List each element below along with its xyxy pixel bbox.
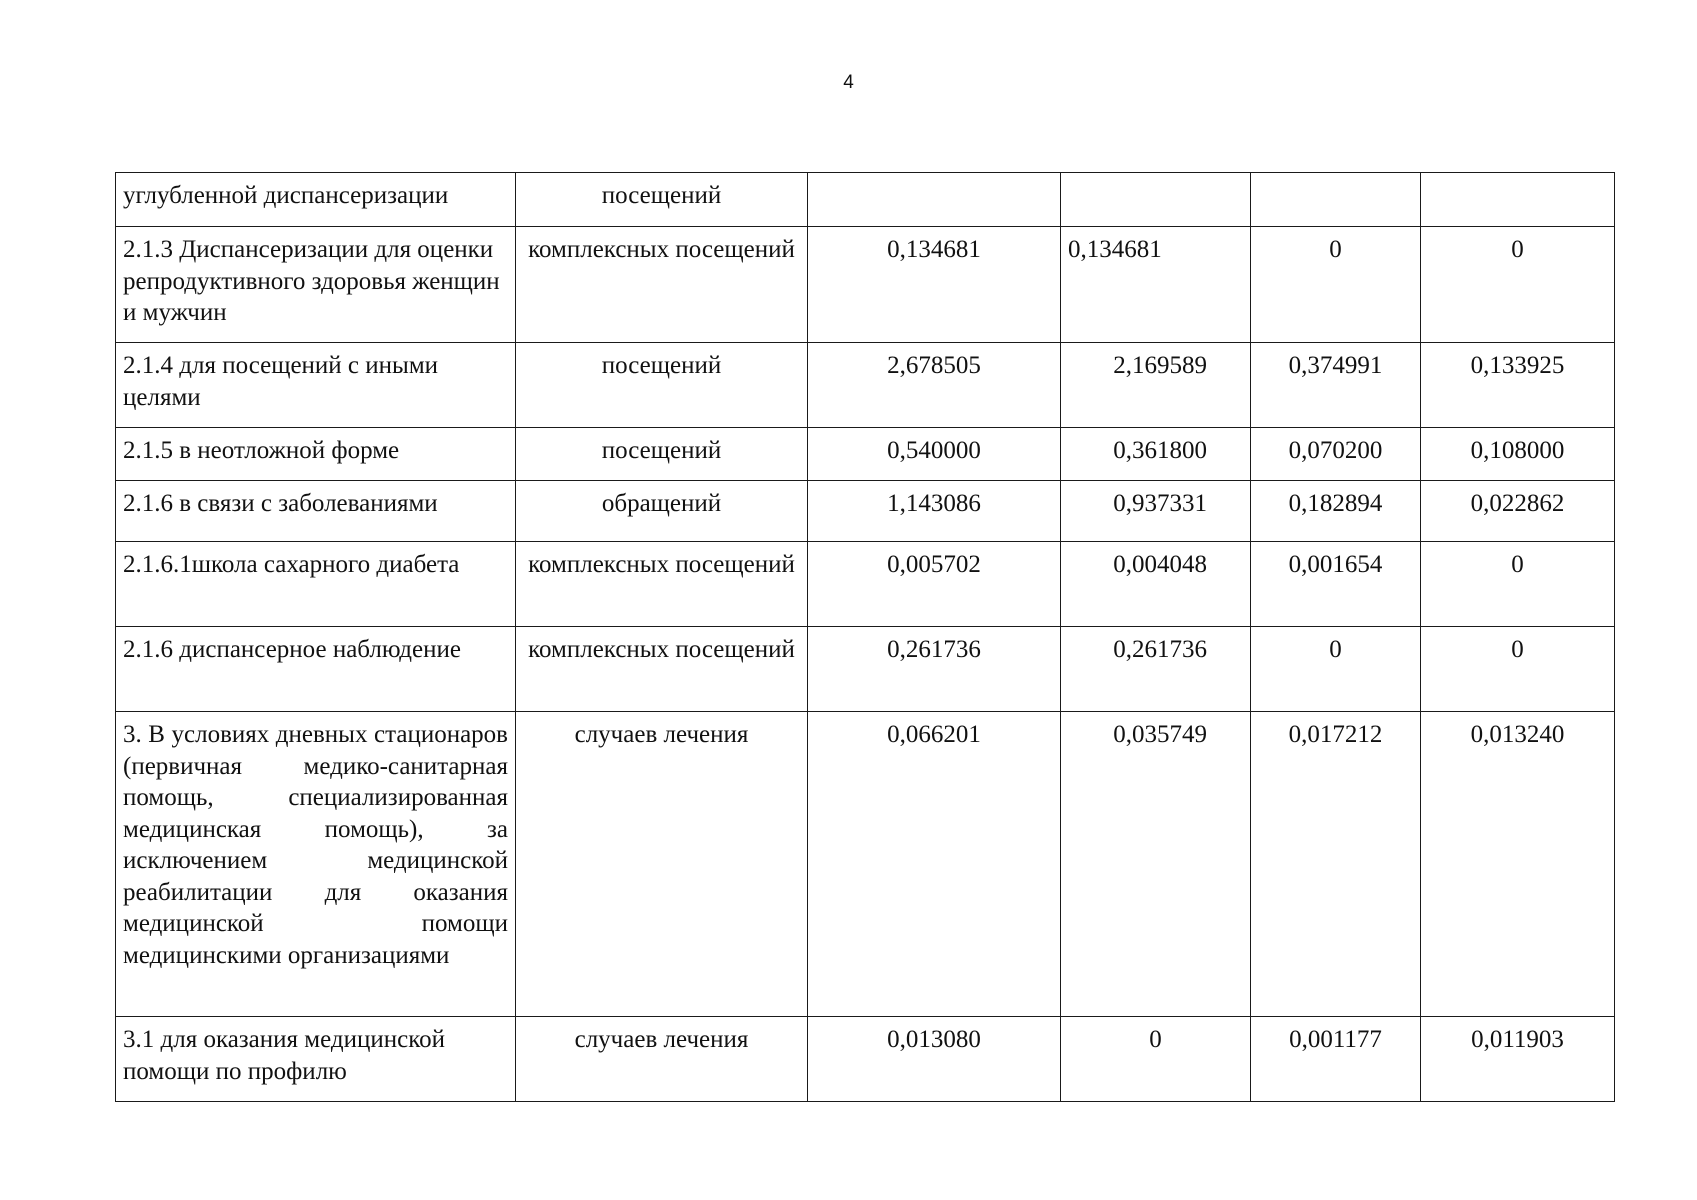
row-name: 2.1.5 в неотложной форме <box>116 428 516 481</box>
row-value-4: 0 <box>1421 627 1615 712</box>
table-row <box>116 627 1615 712</box>
table-row <box>116 1017 1615 1102</box>
row-value-3: 0,017212 <box>1251 712 1421 1017</box>
row-value-2 <box>1061 173 1251 227</box>
row-value-2: 0,937331 <box>1061 481 1251 542</box>
row-name: 2.1.3 Диспансеризации для оценки репродуктивного здоровья женщин и мужчин <box>116 227 516 343</box>
norms-table <box>115 172 1615 1102</box>
row-value-1: 0,066201 <box>808 712 1061 1017</box>
row-value-4: 0,022862 <box>1421 481 1615 542</box>
row-value-3: 0 <box>1251 227 1421 343</box>
row-name: 2.1.4 для посещений с иными целями <box>116 343 516 428</box>
row-name: 3. В условиях дневных стационаров (первичная медико-санитарная помощь, специализированная медицинская помощь), за исключением медицинской реабилитации для оказания медицинской помощи медицинскими организациями <box>116 712 516 1017</box>
row-unit: посещений <box>516 428 808 481</box>
table-row <box>116 712 1615 1017</box>
row-unit: посещений <box>516 173 808 227</box>
table-row <box>116 343 1615 428</box>
row-unit: комплексных посещений <box>516 627 808 712</box>
row-name: 2.1.6 диспансерное наблюдение <box>116 627 516 712</box>
row-value-3 <box>1251 173 1421 227</box>
row-value-4: 0,133925 <box>1421 343 1615 428</box>
row-name: 2.1.6 в связи с заболеваниями <box>116 481 516 542</box>
row-value-1: 2,678505 <box>808 343 1061 428</box>
row-value-2: 2,169589 <box>1061 343 1251 428</box>
row-unit: случаев лечения <box>516 1017 808 1102</box>
row-value-2: 0,361800 <box>1061 428 1251 481</box>
row-value-4 <box>1421 173 1615 227</box>
row-value-2: 0,035749 <box>1061 712 1251 1017</box>
row-value-3: 0,001177 <box>1251 1017 1421 1102</box>
row-value-1: 0,540000 <box>808 428 1061 481</box>
row-value-3: 0,070200 <box>1251 428 1421 481</box>
page-number: 4 <box>843 72 854 93</box>
row-unit: комплексных посещений <box>516 227 808 343</box>
row-name: 2.1.6.1школа сахарного диабета <box>116 542 516 627</box>
row-value-2: 0 <box>1061 1017 1251 1102</box>
row-value-2: 0,261736 <box>1061 627 1251 712</box>
row-value-3: 0,182894 <box>1251 481 1421 542</box>
row-value-2: 0,134681 <box>1061 227 1251 343</box>
row-value-4: 0,011903 <box>1421 1017 1615 1102</box>
row-unit: посещений <box>516 343 808 428</box>
table-row <box>116 428 1615 481</box>
table-row <box>116 481 1615 542</box>
row-name: 3.1 для оказания медицинской помощи по профилю <box>116 1017 516 1102</box>
row-value-1: 1,143086 <box>808 481 1061 542</box>
row-value-1: 0,134681 <box>808 227 1061 343</box>
row-value-2: 0,004048 <box>1061 542 1251 627</box>
row-value-4: 0,013240 <box>1421 712 1615 1017</box>
row-value-1: 0,261736 <box>808 627 1061 712</box>
row-unit: случаев лечения <box>516 712 808 1017</box>
row-value-4: 0,108000 <box>1421 428 1615 481</box>
row-name: углубленной диспансеризации <box>116 173 516 227</box>
table-row <box>116 173 1615 227</box>
table-row <box>116 227 1615 343</box>
row-unit: обращений <box>516 481 808 542</box>
row-value-3: 0,374991 <box>1251 343 1421 428</box>
table-row <box>116 542 1615 627</box>
row-value-3: 0 <box>1251 627 1421 712</box>
row-value-4: 0 <box>1421 542 1615 627</box>
row-value-3: 0,001654 <box>1251 542 1421 627</box>
row-value-4: 0 <box>1421 227 1615 343</box>
row-value-1: 0,013080 <box>808 1017 1061 1102</box>
row-unit: комплексных посещений <box>516 542 808 627</box>
row-value-1: 0,005702 <box>808 542 1061 627</box>
row-value-1 <box>808 173 1061 227</box>
